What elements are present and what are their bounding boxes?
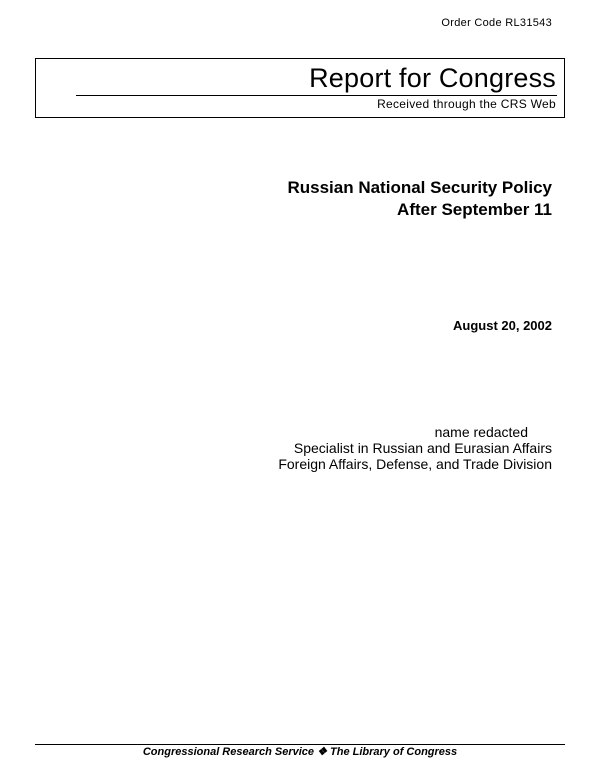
author-division: Foreign Affairs, Defense, and Trade Division: [278, 456, 552, 472]
header-divider: [76, 95, 557, 96]
document-title: [287, 177, 552, 221]
author-role: Specialist in Russian and Eurasian Affairs: [293, 440, 552, 456]
report-title: Report for Congress: [309, 63, 556, 93]
report-subtitle: Received through the CRS Web: [377, 97, 556, 111]
footer-text: Congressional Research Service ❖ The Library of Congress: [142, 746, 458, 758]
author-name: name redacted: [434, 424, 528, 440]
document-date: August 20, 2002: [453, 318, 552, 333]
document-title-line-2: After September 11: [397, 200, 552, 219]
report-header-box: [35, 58, 565, 118]
order-code: Order Code RL31543: [441, 17, 552, 29]
document-title-line-1: Russian National Security Policy: [287, 178, 552, 197]
